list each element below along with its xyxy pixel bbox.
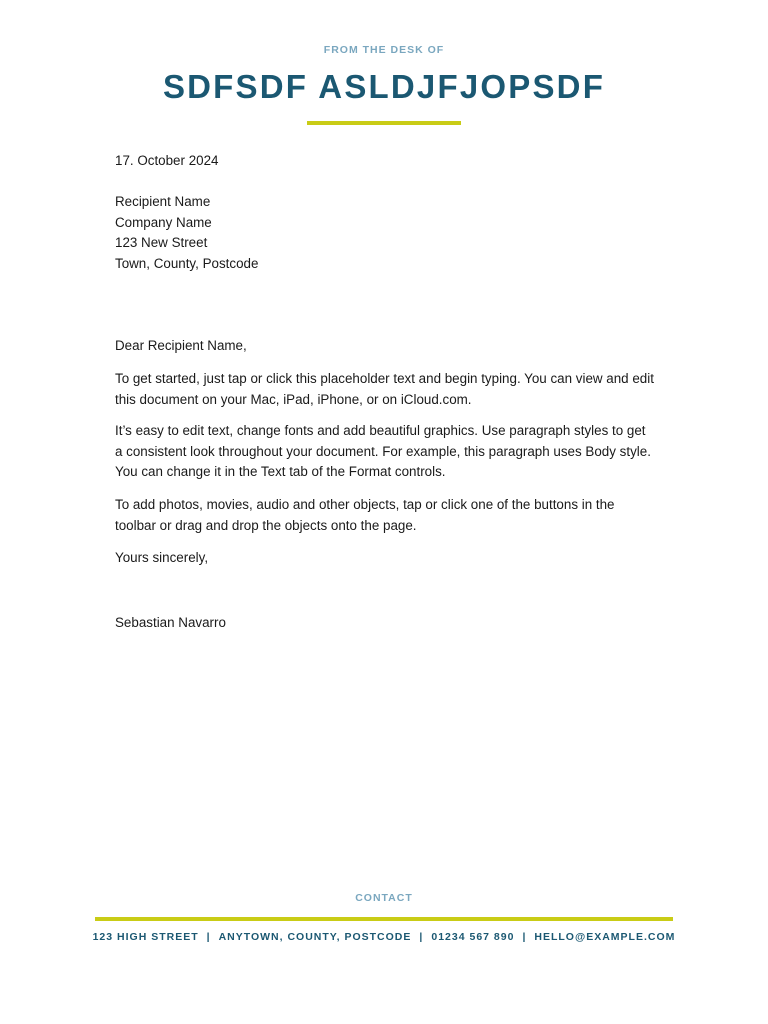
- footer-divider: [95, 917, 673, 921]
- footer-phone[interactable]: 01234 567 890: [431, 931, 515, 943]
- body-paragraph[interactable]: To add photos, movies, audio and other objects, tap or click one of the buttons in the toolbar or drag and drop the objects onto the page.: [115, 497, 615, 533]
- recipient-address-block[interactable]: [115, 192, 655, 274]
- sender-name-title[interactable]: SDFSDF ASLDJFJOPSDF: [162, 68, 606, 105]
- footer-separator: |: [522, 931, 527, 943]
- recipient-name[interactable]: Recipient Name: [115, 194, 211, 209]
- salutation[interactable]: Dear Recipient Name,: [115, 338, 247, 353]
- recipient-company[interactable]: Company Name: [115, 214, 212, 230]
- from-desk-label: FROM THE DESK OF: [323, 44, 445, 56]
- body-paragraph[interactable]: It’s easy to edit text, change fonts and add beautiful graphics. Use paragraph styles to get a consistent look throughout your document. For example, this paragraph uses Body style. You can change it in the Text tab of the Format controls.: [115, 423, 651, 480]
- signature-name[interactable]: Sebastian Navarro: [115, 615, 226, 630]
- closing-line[interactable]: Yours sincerely,: [115, 550, 209, 565]
- contact-label: CONTACT: [355, 892, 413, 904]
- recipient-locality[interactable]: Town, County, Postcode: [115, 255, 259, 271]
- footer-separator: |: [206, 931, 211, 943]
- footer-separator: |: [419, 931, 424, 943]
- footer-street[interactable]: 123 HIGH STREET: [92, 931, 199, 943]
- footer-email[interactable]: HELLO@EXAMPLE.COM: [534, 931, 676, 943]
- body-paragraph[interactable]: To get started, just tap or click this placeholder text and begin typing. You can view and edit this document on your Mac, iPad, iPhone, or on iCloud.com.: [115, 371, 654, 407]
- recipient-street[interactable]: 123 New Street: [115, 235, 208, 251]
- letter-date[interactable]: 17. October 2024: [115, 153, 219, 168]
- title-divider: [307, 121, 461, 125]
- footer-locality[interactable]: ANYTOWN, COUNTY, POSTCODE: [218, 931, 412, 943]
- footer-contact-line: [0, 931, 768, 943]
